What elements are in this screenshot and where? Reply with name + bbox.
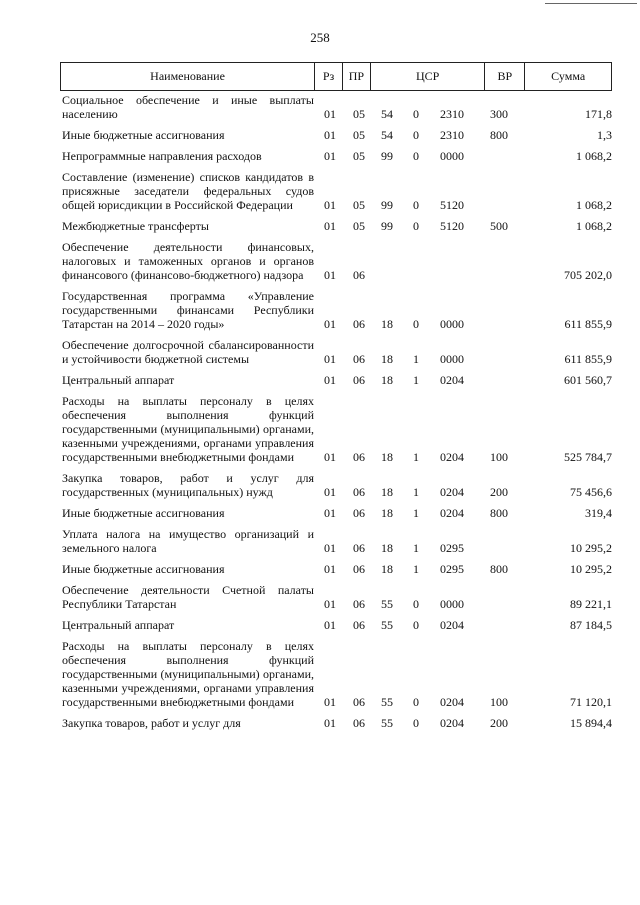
row-csr-program: 18 [381,562,393,576]
row-vr: 500 [490,219,508,233]
row-pr: 05 [353,128,365,142]
row-csr-direction: 0295 [440,541,464,555]
header-sum: Сумма [551,69,586,83]
row-name: Закупка товаров, работ и услуг для [62,716,241,730]
row-rz: 01 [324,541,336,555]
header-csr: ЦСР [371,63,486,90]
row-csr-direction: 0204 [440,485,464,499]
row-rz: 01 [324,597,336,611]
table-row [62,716,612,730]
table-row [62,240,612,282]
row-name: Расходы на выплаты персоналу в целях обеспечения выполнения функций государственными (муниципальными) органами, казенными учреждениями, органами управления государственными внебюджетными фондами [62,639,314,709]
header-name: Наименование [61,63,315,90]
row-name: Уплата налога на имущество организаций и земельного налога [62,527,314,555]
row-pr: 06 [353,268,365,282]
row-rz: 01 [324,317,336,331]
table-row [62,170,612,212]
row-csr-direction: 2310 [440,128,464,142]
row-sum: 1,3 [597,128,612,142]
row-pr: 05 [353,198,365,212]
row-csr-program: 99 [381,149,393,163]
row-csr-program: 18 [381,317,393,331]
row-csr-program: 18 [381,506,393,520]
row-csr-direction: 0000 [440,317,464,331]
table-row [62,583,612,611]
header-pr: ПР [343,63,371,90]
row-sum: 89 221,1 [570,597,612,611]
table-row [62,506,612,520]
table-row [62,93,612,121]
table-row [62,527,612,555]
row-csr-direction: 0204 [440,695,464,709]
row-rz: 01 [324,268,336,282]
row-pr: 05 [353,219,365,233]
row-vr: 800 [490,562,508,576]
row-name: Центральный аппарат [62,373,175,387]
row-rz: 01 [324,373,336,387]
row-csr-subprogram: 1 [413,541,419,555]
page-number: 258 [310,30,330,45]
row-vr: 100 [490,450,508,464]
table-row [62,639,612,709]
header-rz: Рз [315,63,343,90]
row-pr: 06 [353,541,365,555]
table-header [60,62,612,91]
row-csr-direction: 0000 [440,149,464,163]
row-sum: 1 068,2 [576,198,612,212]
row-sum: 10 295,2 [570,541,612,555]
row-csr-subprogram: 0 [413,618,419,632]
row-csr-direction: 0204 [440,373,464,387]
row-pr: 06 [353,716,365,730]
row-csr-subprogram: 0 [413,107,419,121]
table-row [62,289,612,331]
row-csr-subprogram: 1 [413,352,419,366]
row-sum: 171,8 [585,107,612,121]
row-sum: 611 855,9 [564,317,612,331]
row-csr-subprogram: 1 [413,450,419,464]
row-pr: 06 [353,506,365,520]
row-vr: 200 [490,485,508,499]
row-csr-subprogram: 1 [413,373,419,387]
row-rz: 01 [324,618,336,632]
row-csr-direction: 0204 [440,618,464,632]
row-csr-program: 99 [381,198,393,212]
row-rz: 01 [324,450,336,464]
row-csr-direction: 0000 [440,352,464,366]
row-rz: 01 [324,506,336,520]
row-sum: 1 068,2 [576,149,612,163]
row-csr-subprogram: 1 [413,485,419,499]
table-row [62,128,612,142]
row-name: Межбюджетные трансферты [62,219,209,233]
row-pr: 06 [353,352,365,366]
row-vr: 800 [490,506,508,520]
row-rz: 01 [324,198,336,212]
row-csr-program: 55 [381,716,393,730]
table-row [62,618,612,632]
row-csr-subprogram: 0 [413,219,419,233]
row-csr-direction: 0204 [440,506,464,520]
row-csr-program: 55 [381,695,393,709]
row-csr-program: 18 [381,541,393,555]
row-csr-direction: 0204 [440,716,464,730]
row-csr-direction: 5120 [440,219,464,233]
row-rz: 01 [324,716,336,730]
table-row [62,338,612,366]
row-sum: 525 784,7 [564,450,612,464]
row-rz: 01 [324,107,336,121]
row-pr: 06 [353,450,365,464]
row-name: Центральный аппарат [62,618,175,632]
row-vr: 100 [490,695,508,709]
row-name: Расходы на выплаты персоналу в целях обеспечения выполнения функций государственными (муниципальными) органами, казенными учреждениями, органами управления государственными внебюджетными фондами [62,394,314,464]
row-csr-program: 18 [381,485,393,499]
row-csr-direction: 0000 [440,597,464,611]
row-csr-subprogram: 1 [413,562,419,576]
row-vr: 800 [490,128,508,142]
row-rz: 01 [324,485,336,499]
row-pr: 05 [353,149,365,163]
row-csr-subprogram: 1 [413,506,419,520]
row-pr: 06 [353,695,365,709]
row-rz: 01 [324,695,336,709]
row-name: Составление (изменение) списков кандидатов в присяжные заседатели федеральных судов общей юрисдикции в Российской Федерации [62,170,314,212]
table-row [62,471,612,499]
row-sum: 10 295,2 [570,562,612,576]
row-csr-subprogram: 0 [413,198,419,212]
row-rz: 01 [324,562,336,576]
row-pr: 06 [353,562,365,576]
row-csr-program: 18 [381,352,393,366]
row-sum: 75 456,6 [570,485,612,499]
row-name: Непрограммные направления расходов [62,149,262,163]
row-csr-program: 55 [381,618,393,632]
row-sum: 87 184,5 [570,618,612,632]
row-name: Социальное обеспечение и иные выплаты населению [62,93,314,121]
row-pr: 06 [353,597,365,611]
table-row [62,394,612,464]
row-name: Иные бюджетные ассигнования [62,128,225,142]
row-csr-direction: 2310 [440,107,464,121]
row-csr-subprogram: 0 [413,128,419,142]
row-csr-program: 18 [381,373,393,387]
row-sum: 705 202,0 [564,268,612,282]
row-csr-subprogram: 0 [413,695,419,709]
row-sum: 1 068,2 [576,219,612,233]
row-name: Обеспечение долгосрочной сбалансированности и устойчивости бюджетной системы [62,338,314,366]
row-rz: 01 [324,352,336,366]
row-csr-program: 18 [381,450,393,464]
row-csr-program: 55 [381,597,393,611]
row-name: Обеспечение деятельности Счетной палаты Республики Татарстан [62,583,314,611]
row-vr: 200 [490,716,508,730]
row-sum: 71 120,1 [570,695,612,709]
row-csr-program: 99 [381,219,393,233]
row-rz: 01 [324,219,336,233]
row-sum: 319,4 [585,506,612,520]
header-vr: ВР [485,63,525,90]
table-row [62,219,612,233]
row-pr: 05 [353,107,365,121]
row-csr-subprogram: 0 [413,149,419,163]
row-pr: 06 [353,485,365,499]
row-name: Иные бюджетные ассигнования [62,562,225,576]
row-csr-direction: 5120 [440,198,464,212]
row-name: Обеспечение деятельности финансовых, налоговых и таможенных органов и органов финансового (финансово-бюджетного) надзора [62,240,314,282]
row-sum: 15 894,4 [570,716,612,730]
row-rz: 01 [324,149,336,163]
row-pr: 06 [353,373,365,387]
row-name: Иные бюджетные ассигнования [62,506,225,520]
row-name: Закупка товаров, работ и услуг для государственных (муниципальных) нужд [62,471,314,499]
table-row [62,373,612,387]
top-rule [545,3,637,4]
row-csr-program: 54 [381,107,393,121]
table-row [62,149,612,163]
row-csr-subprogram: 0 [413,597,419,611]
row-csr-direction: 0204 [440,450,464,464]
row-csr-direction: 0295 [440,562,464,576]
row-sum: 611 855,9 [564,352,612,366]
row-sum: 601 560,7 [564,373,612,387]
table-row [62,562,612,576]
row-csr-subprogram: 0 [413,317,419,331]
row-csr-program: 54 [381,128,393,142]
row-name: Государственная программа «Управление государственными финансами Республики Татарстан на 2014 – 2020 годы» [62,289,314,331]
row-pr: 06 [353,618,365,632]
row-csr-subprogram: 0 [413,716,419,730]
row-rz: 01 [324,128,336,142]
row-pr: 06 [353,317,365,331]
row-vr: 300 [490,107,508,121]
table-body [62,93,612,737]
